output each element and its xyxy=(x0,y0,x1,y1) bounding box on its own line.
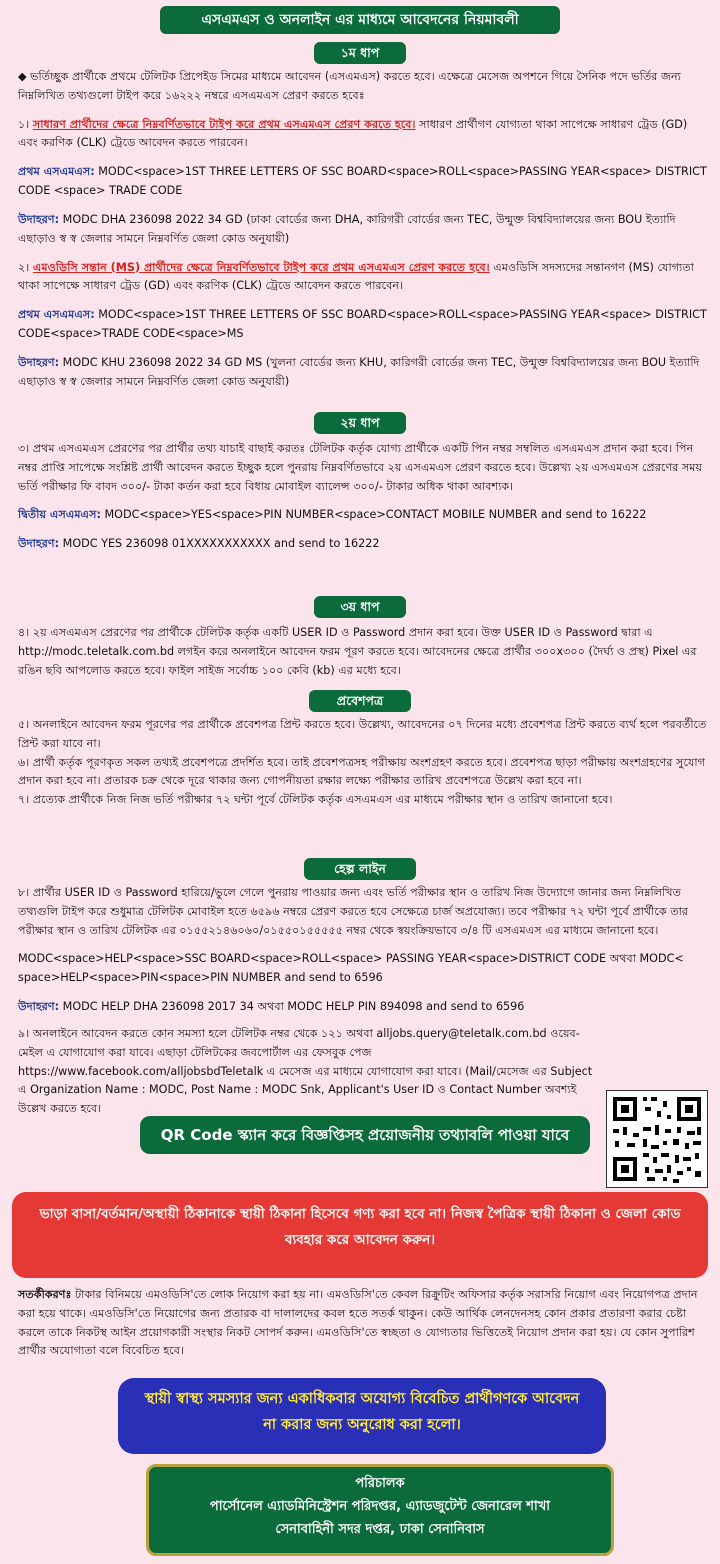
issuer-department: পার্সোনেল এ্যাডমিনিস্ট্রেশন পরিদপ্তর, এ্যাডজুটেন্ট জেনারেল শাখা xyxy=(209,1498,551,1514)
para-7: ৭। প্রত্যেক প্রার্থীকে নিজ নিজ ভর্তি পরীক্ষার ৭২ ঘন্টা পূর্বে টেলিটক কর্তৃক এসএমএস এর মাধ্যমে পরীক্ষার স্থান ও তারিখ জানানো হবে। xyxy=(18,793,613,807)
para-4: ৪। ২য় এসএমএস প্রেরণের পর প্রার্থীকে টেলিটক কর্তৃক একটি USER ID ও Password প্রদান করা হবে। উক্ত USER ID ও Password দ্বারা এ http://modc.teletalk.com.bd লগইন করে অনলাইনে আবেদন ফরম পূরণ করতে হবে। আবেদনের ক্ষেত্রে প্রার্থীর ৩০০x৩০০ (দৈর্ঘ্য ও প্রস্থ) Pixel এর রঙিন ছবি আপলোড করতে হবে। ফাইল সাইজ সর্বোচ্চ ১০০ কেবি (kb) এর মধ্যে হবে। xyxy=(18,626,697,677)
step3-block xyxy=(18,624,708,680)
issuer-title: পরিচালক xyxy=(355,1476,405,1491)
para-8: ৮। প্রার্থীর USER ID ও Password হারিয়ে/ভুলে গেলে পুনরায় পাওয়ার জন্য এবং ভর্তি পরীক্ষার স্থান ও তারিখ নিজ উদ্যোগে জানার জন্য নিম্নলিখিত তথ্যগুলি টাইপ করে শুধুমাত্র টেলিটক মোবাইল হতে ৬৫৯৬ নম্বরে প্রেরণ করতে হবে সেক্ষেত্রে চার্জ অপ্রযোজ্য। তবে পরীক্ষার ৭২ ঘন্টা পূর্বে প্রার্থীকে তার পরীক্ষার স্থান ও তারিখ টেলিটক এর ০১৫৫২১৪৬০৬০/০১৫৫০১৫৫৫৫৫ নম্বর থেকে স্বয়ংক্রিয়ভাবে ৩/৪ টি এসএমএস এর মাধ্যমে জানানো হবে। xyxy=(18,886,689,937)
helpline-heading: হেল্প লাইন xyxy=(304,858,416,880)
para-5: ৫। অনলাইনে আবেদন ফরম পূরণের পর প্রার্থীকে প্রবেশপত্র প্রিন্ট করতে হবে। উল্লেখ্য, আবেদনের ০৭ দিনের মধ্যে প্রবেশপত্র প্রিন্ট করতে ব্যর্থ হলে পরবর্তীতে প্রিন্ট করা যাবে না। xyxy=(18,718,707,750)
qr-code-icon[interactable] xyxy=(606,1090,708,1188)
first-sms-format-ms: প্রথম এসএমএস: MODC<space>1ST THREE LETTERS OF SSC BOARD<space>ROLL<space>PASSING YEAR<space> DISTRICT CODE<space>TRADE CODE<space>MS xyxy=(18,308,707,340)
address-notice: ভাড়া বাসা/বর্তমান/অস্থায়ী ঠিকানাকে স্থায়ী ঠিকানা হিসেবে গণ্য করা হবে না। নিজস্ব পৈত্রিক স্থায়ী ঠিকানা ও জেলা কোড ব্যবহার করে আবেদন করুন। xyxy=(12,1192,708,1278)
para-6: ৬। প্রার্থী কর্তৃক পূরণকৃত সকল তথ্যই প্রবেশপত্রে প্রদর্শিত হবে। তাই প্রবেশপত্রসহ পরীক্ষায় অংশগ্রহণ করতে হবে। প্রবেশপত্র ছাড়া পরীক্ষায় অংশগ্রহণের সুযোগ প্রদান করা হবে না। প্রতারক চক্র থেকে দূরে থাকার জন্য গোপনীয়তা রক্ষার লক্ষ্যে পরীক্ষার তারিখ প্রবেশপত্রে উল্লেখ করা হবে না। xyxy=(18,755,705,788)
issuer-box xyxy=(146,1464,614,1556)
para-2: ২। এমওডিসি সন্তান (MS) প্রার্থীদের ক্ষেত্রে নিম্নবর্ণিতভাবে টাইপ করে প্রথম এসএমএস প্রেরণ করতে হবে। এমওডিসি সদস্যদের সন্তানগণ (MS) যোগ্যতা থাকা সাপেক্ষে সাধারণ ট্রেড (GD) এবং করণিক (CLK) ট্রেডে আবেদন করতে পারবেন। xyxy=(18,260,694,293)
step1-intro: ◆ ভর্তিচ্ছুক প্রার্থীকে প্রথমে টেলিটক প্রিপেইড সিমের মাধ্যমে আবেদন (এসএমএস) করতে হবে। এক্ষেত্রে মেসেজ অপশনে গিয়ে সৈনিক পদে ভর্তির জন্য নিম্নলিখিত তথ্যগুলো টাইপ করে ১৬২২২ নম্বরে এসএমএস প্রেরণ করতে হবেঃ xyxy=(18,70,681,102)
step2-heading: ২য় ধাপ xyxy=(314,412,406,434)
example-3: উদাহরণ: MODC YES 236098 01XXXXXXXXXXX and send to 16222 xyxy=(18,537,380,551)
caution-block xyxy=(18,1286,708,1361)
step1-block xyxy=(18,68,708,391)
para-9: ৯। অনলাইনে আবেদন করতে কোন সমস্যা হলে টেলিটক নম্বর থেকে ১২১ অথবা alljobs.query@teletalk.com.bd ওয়েব-মেইল এ যোগাযোগ করা যাবে। এছাড়া টেলিটকের জবপোর্টাল এর ফেসবুক পেজ https://www.facebook.com/alljobsbdTeletalk এ মেসেজ এর মাধ্যমে যোগাযোগ করা যাবে। (Mail/মেসেজ এর Subject এ Organization Name : MODC, Post Name : MODC Snk, Applicant's User ID ও Contact Number অবশ্যই উল্লেখ করতে হবে। xyxy=(18,1026,593,1116)
caution-text: সতর্কীকরণঃ টাকার বিনিময়ে এমওডিসি'তে লোক নিয়োগ করা হয় না। এমওডিসি'তে কেবল রিক্রুটিং অফিসার কর্তৃক সরাসরি নিয়োগ এবং নিয়োগপত্র প্রদান করা হয়ে থাকে। এমওডিসি'তে নিয়োগের জন্য প্রতারক বা দালালদের কবল হতে সতর্ক থাকুন। কেউ আর্থিক লেনদেনসহ কোন প্রকার প্রতারণা করার চেষ্টা করলে তাকে নিকটস্থ আইন প্রয়োগকারী সংস্থার নিকট সোপর্দ করুন। এমওডিসি'তে স্বচ্ছতা ও যোগ্যতার ভিত্তিতেই নিয়োগ প্রদান করা হয়। যে কোন সুপারিশ প্রার্থীর অযোগ্যতা বলে বিবেচিত হবে। xyxy=(18,1288,698,1358)
second-sms-format: দ্বিতীয় এসএমএস: MODC<space>YES<space>PIN NUMBER<space>CONTACT MOBILE NUMBER and send to 16222 xyxy=(18,508,647,522)
qr-code-caption: QR Code স্ক্যান করে বিজ্ঞপ্তিসহ প্রয়োজনীয় তথ্যাবলি পাওয়া যাবে xyxy=(140,1116,590,1154)
para-1: ১। সাধারণ প্রার্থীদের ক্ষেত্রে নিম্নবর্ণিতভাবে টাইপ করে প্রথম এসএমএস প্রেরণ করতে হবে। সাধারণ প্রার্থীগণ যোগ্যতা থাকা সাপেক্ষে সাধারণ ট্রেড (GD) এবং করণিক (CLK) ট্রেডে আবেদন করতে পারবেন। xyxy=(18,117,688,150)
page-title: এসএমএস ও অনলাইন এর মাধ্যমে আবেদনের নিয়মাবলী xyxy=(160,6,560,34)
example-2: উদাহরণ: MODC KHU 236098 2022 34 GD MS (খুলনা বোর্ডের জন্য KHU, কারিগরী বোর্ডের জন্য TEC, উন্মুক্ত বিশ্ববিদ্যালয়ের জন্য BOU ইত্যাদি এছাড়াও স্ব স্ব জেলার সামনে নিম্নবর্ণিত জেলা কোড অনুযায়ী) xyxy=(18,355,700,388)
helpline-block xyxy=(18,884,708,1119)
para-3: ৩। প্রথম এসএমএস প্রেরণের পর প্রার্থীর তথ্য যাচাই বাছাই করতঃ টেলিটক কর্তৃক যোগ্য প্রার্থীকে একটি পিন নম্বর সম্বলিত এসএমএস প্রদান করা হবে। পিন নম্বর প্রাপ্তি সাপেক্ষে সংশ্লিষ্ট প্রার্থী আবেদন করতে ইচ্ছুক হলে পুনরায় নিম্নবর্ণিতভাবে ২য় এসএমএস প্রেরণ করতে হবে। উল্লেখ্য ২য় এসএমএস প্রেরণের সময় ভর্তি পরীক্ষার ফি বাবদ ৩০০/- টাকা কর্তন করা হবে বিধায় মোবাইল ব্যালেন্স ৩০০/- টাকার অধিক থাকা আবশ্যক। xyxy=(18,442,703,493)
admit-heading: প্রবেশপত্র xyxy=(309,690,411,712)
first-sms-format: প্রথম এসএমএস: MODC<space>1ST THREE LETTERS OF SSC BOARD<space>ROLL<space>PASSING YEAR<space> DISTRICT CODE <space> TRADE CODE xyxy=(18,165,707,198)
example-4: উদাহরণ: MODC HELP DHA 236098 2017 34 অথবা MODC HELP PIN 894098 and send to 6596 xyxy=(18,1000,525,1014)
step2-block xyxy=(18,440,708,554)
step3-heading: ৩য় ধাপ xyxy=(314,596,406,618)
health-notice: স্থায়ী স্বাস্থ্য সমস্যার জন্য একাধিকবার অযোগ্য বিবেচিত প্রার্থীগণকে আবেদন না করার জন্য অনুরোধ করা হলো। xyxy=(118,1378,606,1454)
help-sms-format: MODC<space>HELP<space>SSC BOARD<space>ROLL<space> PASSING YEAR<space>DISTRICT CODE অথবা MODC< space>HELP<space>PIN<space>PIN NUMBER and send to 6596 xyxy=(18,952,684,985)
step1-heading: ১ম ধাপ xyxy=(314,42,406,64)
example-1: উদাহরণ: MODC DHA 236098 2022 34 GD (ঢাকা বোর্ডের জন্য DHA, কারিগরী বোর্ডের জন্য TEC, উন্মুক্ত বিশ্ববিদ্যালয়ের জন্য BOU ইত্যাদি এছাড়াও স্ব স্ব জেলার সামনে নিম্নবর্ণিত জেলা কোড অনুযায়ী) xyxy=(18,212,676,245)
admit-block xyxy=(18,716,708,810)
issuer-hq: সেনাবাহিনী সদর দপ্তর, ঢাকা সেনানিবাস xyxy=(275,1521,485,1537)
